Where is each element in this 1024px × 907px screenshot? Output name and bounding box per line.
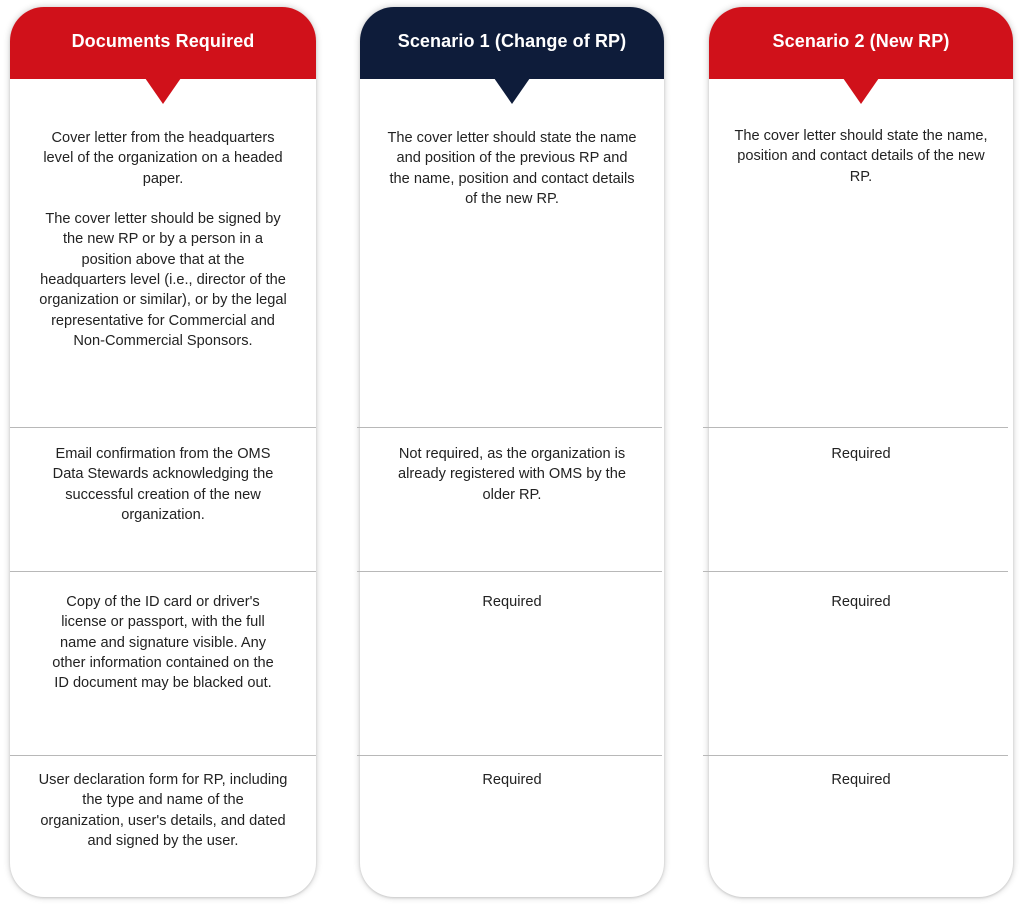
table-cell xyxy=(360,770,664,790)
table-cell xyxy=(10,592,316,693)
table-cell xyxy=(10,444,316,525)
table-cell xyxy=(10,128,316,351)
table-cell xyxy=(709,592,1013,612)
header-pointer xyxy=(145,78,181,104)
row-divider xyxy=(357,571,662,572)
cell-text: User declaration form for RP, including the type and name of the organization, user's details, and dated and signed by the user. xyxy=(38,772,288,849)
table-cell xyxy=(10,770,316,851)
column-header-title: Documents Required xyxy=(71,30,255,51)
cell-text: Copy of the ID card or driver's license or passport, with the full name and signature visible. Any other information contained on the ID document may be blacked out. xyxy=(52,594,274,692)
header-pointer xyxy=(843,78,879,104)
cell-text: The cover letter should state the name, position and contact details of the new RP. xyxy=(734,128,988,185)
table-cell xyxy=(360,444,664,505)
row-divider xyxy=(10,427,316,428)
table-cell xyxy=(360,128,664,209)
row-divider xyxy=(703,571,1008,572)
documents-required-column xyxy=(10,7,316,897)
cell-text: Required xyxy=(831,446,891,462)
row-divider xyxy=(703,427,1008,428)
row-divider xyxy=(357,755,662,756)
column-header xyxy=(360,7,664,79)
column-header xyxy=(10,7,316,79)
column-header xyxy=(709,7,1013,79)
cell-text: Required xyxy=(831,594,891,610)
cell-text: Not required, as the organization is already registered with OMS by the older RP. xyxy=(398,446,626,503)
column-header-title: Scenario 2 (New RP) xyxy=(772,30,950,51)
cell-text: Required xyxy=(482,594,542,610)
table-cell xyxy=(709,126,1013,187)
scenario-1-column xyxy=(360,7,664,897)
cell-text: Required xyxy=(482,772,542,788)
table-cell xyxy=(709,444,1013,464)
cell-text: Cover letter from the headquarters level of the organization on a headed paper. The cover letter should be signed by the new RP or by a person in a position above that at the headquarters level (i.e., director of the organization or similar), or by the legal representative for Commercial and Non-Commercial Sponsors. xyxy=(39,130,287,349)
cell-text: Required xyxy=(831,772,891,788)
row-divider xyxy=(10,571,316,572)
column-header-title: Scenario 1 (Change of RP) xyxy=(397,30,627,51)
cell-text: The cover letter should state the name and position of the previous RP and the name, position and contact details of the new RP. xyxy=(387,130,637,207)
row-divider xyxy=(357,427,662,428)
scenario-2-column xyxy=(709,7,1013,897)
row-divider xyxy=(703,755,1008,756)
header-pointer xyxy=(494,78,530,104)
table-cell xyxy=(709,770,1013,790)
table-cell xyxy=(360,592,664,612)
row-divider xyxy=(10,755,316,756)
cell-text: Email confirmation from the OMS Data Stewards acknowledging the successful creation of the new organization. xyxy=(52,446,274,523)
